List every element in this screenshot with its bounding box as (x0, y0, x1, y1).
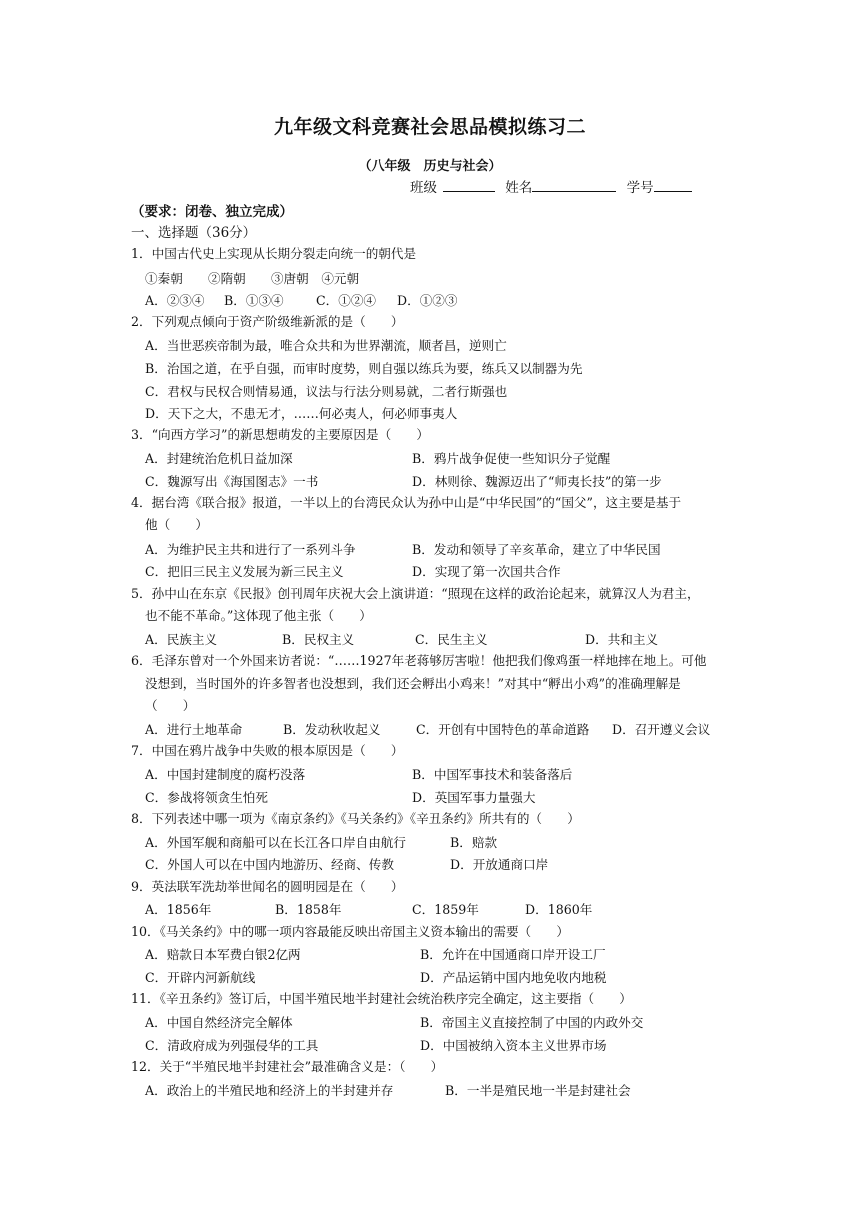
id-blank[interactable] (654, 177, 692, 192)
requirement-note: （要求：闭卷、独立完成） (131, 204, 293, 220)
question-4-stem: 4．据台湾《联合报》报道，一半以上的台湾民众认为孙中山是“中华民国”的“国父”，这主要是基于 (131, 495, 682, 510)
question-4-option-a: A．为维护民主共和进行了一系列斗争 (145, 542, 356, 557)
question-8-option-d: D．开放通商口岸 (450, 857, 549, 872)
question-10-option-c: C．开辟内河新航线 (145, 970, 256, 985)
question-2-option-a: A．当世恶疾帝制为最，唯合众共和为世界潮流，顺者昌，逆则亡 (145, 338, 507, 353)
question-4-stem-cont: 他（ ） (145, 517, 208, 532)
question-8-option-b: B．赔款 (450, 835, 498, 850)
question-6-stem-cont: 没想到，当时国外的许多智者也没想到，我们还会孵出小鸡来！”对其中“孵出小鸡”的准确理解是 (145, 676, 681, 691)
question-3-stem: 3．“向西方学习”的新思想萌发的主要原因是（ ） (131, 427, 429, 442)
question-9-option-a: A．1856年 (145, 902, 212, 917)
question-7-option-c: C．参战将领贪生怕死 (145, 790, 268, 805)
question-4-option-b: B．发动和领导了辛亥革命，建立了中华民国 (412, 542, 661, 557)
question-1-option-b: B．①③④ (224, 293, 284, 308)
question-8-stem: 8．下列表述中哪一项为《南京条约》《马关条约》《辛丑条约》所共有的（ ） (131, 811, 580, 826)
question-2-option-d: D．天下之大，不患无才，……何必夷人，何必师事夷人 (145, 406, 458, 421)
question-6-stem: 6．毛泽东曾对一个外国来访者说：“……1927年老蒋够厉害啦！他把我们像鸡蛋一样地摔在地上。可他 (131, 653, 707, 668)
question-10-option-a: A．赔款日本军费白银2亿两 (145, 947, 301, 962)
question-9-option-b: B．1858年 (275, 902, 342, 917)
question-4-option-d: D．实现了第一次国共合作 (412, 564, 561, 579)
question-6-option-c: C．开创有中国特色的革命道路 (416, 722, 590, 737)
question-2-option-b: B．治国之道，在乎自强，而审时度势，则自强以练兵为要，练兵又以制器为先 (145, 361, 583, 376)
question-2-option-c: C．君权与民权合则情易通，议法与行法分则易就，二者行斯强也 (145, 384, 508, 399)
question-7-option-b: B．中国军事技术和装备落后 (412, 767, 573, 782)
question-1-stem: 1．中国古代史上实现从长期分裂走向统一的朝代是 (131, 246, 417, 261)
question-12-stem: 12．关于“半殖民地半封建社会”最准确含义是：（ ） (131, 1059, 444, 1074)
question-2-stem: 2．下列观点倾向于资产阶级维新派的是（ ） (131, 314, 404, 329)
question-8-option-a: A．外国军舰和商船可以在长江各口岸自由航行 (145, 835, 406, 850)
question-3-option-a: A．封建统治危机日益加深 (145, 451, 293, 466)
question-5-option-a: A．民族主义 (145, 632, 218, 647)
question-10-option-b: B．允许在中国通商口岸开设工厂 (420, 947, 606, 962)
section-heading: 一、选择题（36分） (131, 225, 257, 241)
question-11-option-d: D．中国被纳入资本主义世界市场 (420, 1038, 607, 1053)
question-6-stem-cont2: （ ） (145, 698, 196, 713)
question-11-option-a: A．中国自然经济完全解体 (145, 1015, 293, 1030)
question-12-option-b: B．一半是殖民地一半是封建社会 (445, 1083, 631, 1098)
question-9-stem: 9．英法联军洗劫举世闻名的圆明园是在（ ） (131, 879, 404, 894)
question-1-option-c: C．①②④ (316, 293, 377, 308)
question-6-option-a: A．进行土地革命 (145, 722, 243, 737)
question-3-option-c: C．魏源写出《海国图志》一书 (145, 474, 319, 489)
question-4-option-c: C．把旧三民主义发展为新三民主义 (145, 564, 344, 579)
page-subtitle: （八年级 历史与社会） (358, 159, 502, 174)
id-label: 学号 (626, 180, 654, 196)
question-5-option-c: C．民生主义 (415, 632, 488, 647)
name-label: 姓名 (505, 180, 533, 196)
question-3-option-d: D．林则徐、魏源迈出了“师夷长技”的第一步 (412, 474, 662, 489)
question-11-option-b: B．帝国主义直接控制了中国的内政外交 (420, 1015, 644, 1030)
question-11-stem: 11．《辛丑条约》签订后，中国半殖民地半封建社会统治秩序完全确定，这主要指（ ） (131, 991, 632, 1006)
question-9-option-c: C．1859年 (412, 902, 479, 917)
question-7-option-a: A．中国封建制度的腐朽没落 (145, 767, 306, 782)
class-blank[interactable] (443, 177, 495, 192)
student-info-line (410, 176, 698, 196)
question-5-stem-cont: 也不能不革命。”这体现了他主张（ ） (145, 608, 372, 623)
name-blank[interactable] (532, 177, 616, 192)
question-6-option-d: D．召开遵义会议 (612, 722, 711, 737)
question-10-stem: 10．《马关条约》中的哪一项内容最能反映出帝国主义资本输出的需要（ ） (131, 924, 569, 939)
question-5-option-b: B．民权主义 (282, 632, 355, 647)
class-label: 班级 (410, 180, 437, 196)
question-10-option-d: D．产品运销中国内地免收内地税 (420, 970, 607, 985)
question-8-option-c: C．外国人可以在中国内地游历、经商、传教 (145, 857, 394, 872)
page-title: 九年级文科竞赛社会思品模拟练习二 (273, 116, 586, 138)
question-7-option-d: D．英国军事力量强大 (412, 790, 536, 805)
question-1-option-d: D．①②③ (397, 293, 458, 308)
question-5-option-d: D．共和主义 (585, 632, 659, 647)
question-6-option-b: B．发动秋收起义 (283, 722, 381, 737)
question-11-option-c: C．清政府成为列强侵华的工具 (145, 1038, 319, 1053)
question-7-stem: 7．中国在鸦片战争中失败的根本原因是（ ） (131, 743, 404, 758)
question-3-option-b: B．鸦片战争促使一些知识分子觉醒 (412, 451, 611, 466)
question-12-option-a: A．政治上的半殖民地和经济上的半封建并存 (145, 1083, 394, 1098)
question-1-option-a: A．②③④ (145, 293, 205, 308)
question-1-items: ①秦朝 ②隋朝 ③唐朝 ④元朝 (145, 271, 360, 286)
question-5-stem: 5．孙中山在东京《民报》创刊周年庆祝大会上演讲道：“照现在这样的政治论起来，就算汉人为君主， (131, 586, 700, 601)
question-9-option-d: D．1860年 (525, 902, 593, 917)
